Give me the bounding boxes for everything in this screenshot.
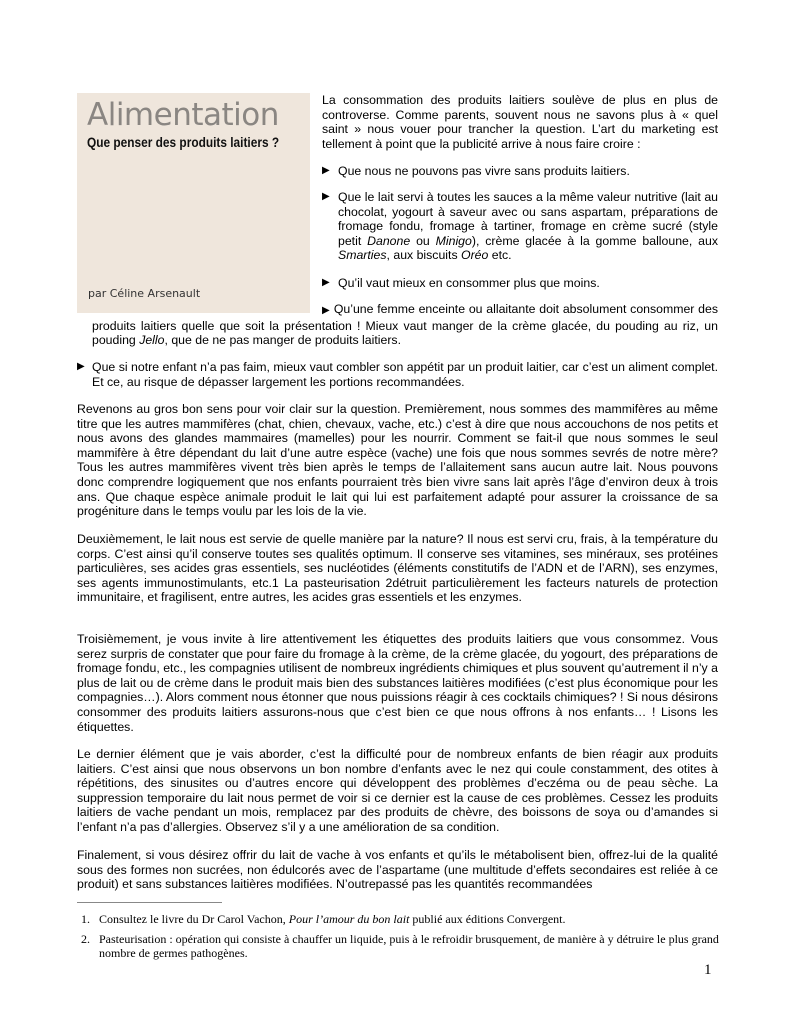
bullet-text: Qu’il vaut mieux en consommer plus que moins. bbox=[338, 276, 600, 290]
book-title: Pour l’amour du bon lait bbox=[288, 912, 410, 926]
bullet-item bbox=[322, 164, 718, 179]
triangle-bullet-icon: ▶ bbox=[322, 305, 331, 316]
bullet-text bbox=[92, 302, 718, 348]
bullet-item bbox=[92, 302, 718, 348]
bullet-text: Que si notre enfant n’a pas faim, mieux vaut combler son appétit par un produit laitier, car c’est un aliment complet. Et ce, au risque de dépasser largement les portions recommandées. bbox=[92, 360, 718, 389]
triangle-bullet-icon: ▶ bbox=[322, 191, 330, 202]
footnote-text bbox=[99, 912, 719, 926]
text-run: Consultez le livre du Dr Carol Vachon, bbox=[99, 912, 289, 926]
footnote-text: Pasteurisation : opération qui consiste à chauffer un liquide, puis à le refroidir brusquement, de manière à y détruire le plus grand nombre de germes pathogènes. bbox=[99, 932, 719, 960]
footnote-number: 1. bbox=[81, 912, 90, 926]
body-paragraph: Le dernier élément que je vais aborder, c’est la difficulté pour de nombreux enfants de bien réagir aux produits laitiers. C’est ainsi que nous observons un bon nombre d’enfants avec le nez qui coule constamment, des otites à répétitions, des sinusites ou d’autres encore qui développent des problèmes d’eczéma ou de peau sèche. La suppression temporaire du lait nous permet de voir si ce dernier est la cause de ces problèmes. Cessez les produits laitiers de vache pendant un mois, remplacez par des produits de chèvre, des boissons de soya ou d’amandes si l’enfant n’a pas d’allergies. Observez s’il y a une amélioration de sa condition. bbox=[77, 747, 718, 834]
text-run: ou bbox=[410, 233, 436, 248]
footnote-separator bbox=[77, 902, 222, 903]
brand-name: Smarties bbox=[338, 248, 387, 263]
brand-name: Minigo bbox=[435, 233, 472, 248]
body-paragraph: Deuxièmement, le lait nous est servie de quelle manière par la nature? Il nous est servi cru, frais, à la température du corps. C’est ainsi qu’il conserve toutes ses qualités optimum. Il conserve ses vitamines, ses minéraux, ses protéines particulières, ses acides gras essentiels, ses nucléotides (éléments constitutifs de l’ADN et de l’ARN), ses enzymes, ses agents immunostimulants, etc.1 La pasteurisation 2détruit particulièrement les facteurs naturels de protection immunitaire, et fragilisent, entre autres, les acides gras essentiels et les enzymes. bbox=[77, 532, 718, 605]
text-run: , aux biscuits bbox=[386, 248, 462, 263]
title-box bbox=[77, 93, 310, 313]
page-number: 1 bbox=[704, 962, 712, 978]
bullet-item bbox=[77, 360, 718, 389]
text-run: , que de ne pas manger de produits laitiers. bbox=[164, 333, 402, 348]
intro-paragraph: La consommation des produits laitiers soulève de plus en plus de controverse. Comme parents, souvent nous ne savons plus à « quel saint » nous vouer pour trancher la question. L’art du marketing est tellement à point que la publicité arrive à nous faire croire : bbox=[322, 93, 718, 151]
triangle-bullet-icon: ▶ bbox=[77, 361, 85, 372]
bullet-text bbox=[338, 190, 718, 263]
text-run: ), crème glacée à la gomme balloune, aux bbox=[471, 233, 719, 248]
brand-name: Jello bbox=[139, 333, 165, 348]
triangle-bullet-icon: ▶ bbox=[322, 277, 330, 288]
body-paragraph: Finalement, si vous désirez offrir du lait de vache à vos enfants et qu’ils le métabolisent bien, offrez-lui de la qualité sous des formes non sucrées, non édulcorés avec de l’aspartame (une multitude d’effets secondaires est reliée à ce produit) et sans substances laitières modifiées. N’outrepassé pas les quantités recommandées bbox=[77, 848, 718, 892]
footnote-number: 2. bbox=[81, 932, 90, 946]
body-paragraph: Revenons au gros bon sens pour voir clair sur la question. Premièrement, nous sommes des mammifères au même titre que les autres mammifères (chat, chien, chevaux, vache, etc.) c’est à dire que nous accouchons de nos petits et nous avons des glandes mammaires (mamelles) pour les nourrir. Comment se fait-il que nous sommes le seul mammifère à être dépendant du lait d’une autre espèce (vache) une fois que nous sommes sevrés de notre mère? Tous les autres mammifères vivent très bien après le temps de l’allaitement sans aucun autre lait. Nous pouvons donc comprendre logiquement que nos enfants pourraient très bien vivre sans lait après l’âge d’environ deux à trois ans. Que chaque espèce animale produit le lait qui lui est parfaitement adapté pour assurer la croissance de sa progéniture dans le temps voulu par les lois de la vie. bbox=[77, 402, 718, 519]
text-run: Qu’une femme enceinte ou allaitante doit absolument consommer des produits laitiers quelle que soit la présentation ! Mieux vaut manger de la crème glacée, du pouding au riz, un pouding bbox=[92, 302, 718, 348]
text-run: etc. bbox=[488, 248, 512, 263]
section-title: Alimentation bbox=[87, 97, 279, 133]
triangle-bullet-icon: ▶ bbox=[322, 165, 330, 176]
body-paragraph: Troisièmement, je vous invite à lire attentivement les étiquettes des produits laitiers que vous consommez. Vous serez surpris de constater que pour faire du fromage à la crème, de la crème glacée, du yogourt, des préparations de fromage fondu, etc., les compagnies utilisent de nombreux ingrédients chimiques et plus souvent qu’autrement il n’y a plus de lait ou de crème dans le produit mais bien des substances laitières modifiées (c’est plus économique pour les compagnies…). Alors comment nous étonner que nous puissions réagir à ces cocktails chimiques? ! Si nous désirons consommer des produits laitiers assurons-nous que c’est bien ce que nous offrons à nos enfants… ! Lisons les étiquettes. bbox=[77, 632, 718, 734]
bullet-item bbox=[322, 276, 718, 291]
bullet-item bbox=[322, 190, 718, 263]
author-byline: par Céline Arsenault bbox=[88, 287, 201, 300]
brand-name: Oréo bbox=[461, 248, 489, 263]
brand-name: Danone bbox=[367, 233, 411, 248]
text-run: publié aux éditions Convergent. bbox=[409, 912, 566, 926]
bullet-text: Que nous ne pouvons pas vivre sans produits laitiers. bbox=[338, 164, 630, 178]
text-run: Que le lait servi à toutes les sauces a la même valeur nutritive (lait au chocolat, yogourt à saveur avec ou sans aspartam, préparations de fromage fondu, fromage à tartiner, fromage en crème sucré (style petit bbox=[338, 190, 718, 248]
article-subtitle: Que penser des produits laitiers ? bbox=[87, 135, 280, 150]
